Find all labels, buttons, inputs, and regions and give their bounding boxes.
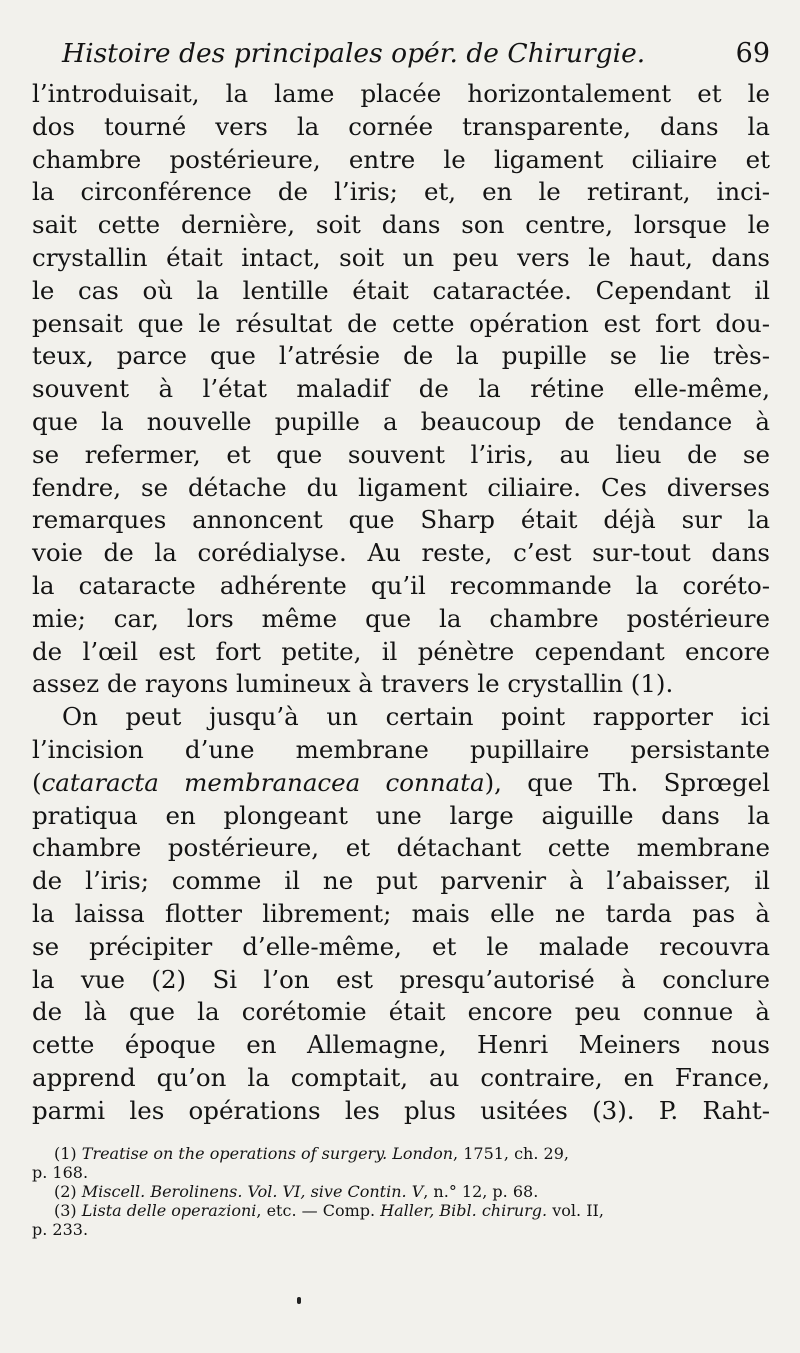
footnote-detail: vol. II, xyxy=(547,1200,604,1220)
text-line: remarques annoncent que Sharp était déjà sur la xyxy=(32,505,770,535)
text-line: cette époque en Allemagne, Henri Meiners nous xyxy=(32,1030,770,1060)
text-line: chambre postérieure, et détachant cette membrane xyxy=(32,833,770,863)
text-fragment: ), que Th. Sprœgel xyxy=(484,767,770,797)
text-line: crystallin était intact, soit un peu vers le haut, dans xyxy=(32,242,770,272)
footnote-marker: (2) xyxy=(54,1181,77,1201)
text-line: que la nouvelle pupille a beaucoup de tendance à xyxy=(32,406,770,436)
footnote-marker: (3) xyxy=(54,1200,77,1220)
footnote-citation: Miscell. Berolinens. Vol. VI, sive Contin. V xyxy=(81,1181,424,1201)
running-title: Histoire des principales opér. de Chirurgie. xyxy=(62,38,646,69)
text-line: se précipiter d’elle-même, et le malade recouvra xyxy=(32,931,770,961)
italic-latin-term: cataracta membranacea connata xyxy=(41,767,485,797)
text-line: se refermer, et que souvent l’iris, au lieu de se xyxy=(32,439,770,469)
footnote-detail: , n.° 12, p. 68. xyxy=(423,1181,539,1201)
footnote-citation: Lista delle operazioni xyxy=(81,1200,257,1220)
text-line: de l’œil est fort petite, il pénètre cependant encore xyxy=(32,636,770,666)
footnote-detail: , 1751, ch. 29, xyxy=(453,1143,569,1163)
footnote-detail: , etc. — Comp. xyxy=(256,1200,381,1220)
text-line: l’incision d’une membrane pupillaire persistante xyxy=(32,734,770,764)
text-line-with-italic xyxy=(32,767,770,800)
text-line: fendre, se détache du ligament ciliaire. Ces diverses xyxy=(32,472,770,502)
text-line: de là que la corétomie était encore peu connue à xyxy=(32,997,770,1027)
footnote-2 xyxy=(32,1182,770,1201)
text-line: de l’iris; comme il ne put parvenir à l’abaisser, il xyxy=(32,866,770,896)
text-line: la vue (2) Si l’on est presqu’autorisé à conclure xyxy=(32,964,770,994)
footnote-3 xyxy=(32,1201,770,1220)
text-line: apprend qu’on la comptait, au contraire, en France, xyxy=(32,1062,770,1092)
text-line: souvent à l’état maladif de la rétine elle-même, xyxy=(32,374,770,404)
text-fragment: ( xyxy=(32,767,42,797)
footnote-1-continuation: p. 168. xyxy=(32,1162,89,1182)
footnote-citation: Haller, Bibl. chirurg. xyxy=(380,1200,548,1220)
footnote-citation: Treatise on the operations of surgery. London xyxy=(81,1143,454,1163)
text-line: sait cette dernière, soit dans son centre, lorsque le xyxy=(32,210,770,240)
text-line: mie; car, lors même que la chambre postérieure xyxy=(32,603,770,633)
text-line: teux, parce que l’atrésie de la pupille se lie très- xyxy=(32,341,770,371)
footnote-1 xyxy=(32,1144,770,1163)
text-line: la cataracte adhérente qu’il recommande la coréto- xyxy=(32,570,770,600)
text-line: pratiqua en plongeant une large aiguille dans la xyxy=(32,800,770,830)
text-line: le cas où la lentille était cataractée. Cependant il xyxy=(32,275,770,305)
footnote-marker: (1) xyxy=(54,1143,77,1163)
text-line: pensait que le résultat de cette opération est fort dou- xyxy=(32,308,770,338)
footnote-3-continuation: p. 233. xyxy=(32,1219,89,1239)
page-number: 69 xyxy=(735,38,770,69)
running-head xyxy=(32,30,770,78)
text-line-paragraph-end: assez de rayons lumineux à travers le crystallin (1). xyxy=(32,669,674,699)
body-text xyxy=(32,78,770,1128)
text-line: l’introduisait, la lame placée horizontalement et le xyxy=(32,79,770,108)
text-line: dos tourné vers la cornée transparente, dans la xyxy=(32,111,770,141)
text-line: voie de la corédialyse. Au reste, c’est sur-tout dans xyxy=(32,538,770,568)
text-line: parmi les opérations les plus usitées (3). P. Raht- xyxy=(32,1095,770,1125)
text-line: la circonférence de l’iris; et, en le retirant, inci- xyxy=(32,177,770,207)
text-line-paragraph-start: On peut jusqu’à un certain point rapporter ici xyxy=(62,702,770,732)
text-line: la laissa flotter librement; mais elle ne tarda pas à xyxy=(32,898,770,928)
footnotes xyxy=(32,1144,770,1239)
text-line: chambre postérieure, entre le ligament ciliaire et xyxy=(32,144,770,174)
ink-speck xyxy=(297,1297,301,1304)
